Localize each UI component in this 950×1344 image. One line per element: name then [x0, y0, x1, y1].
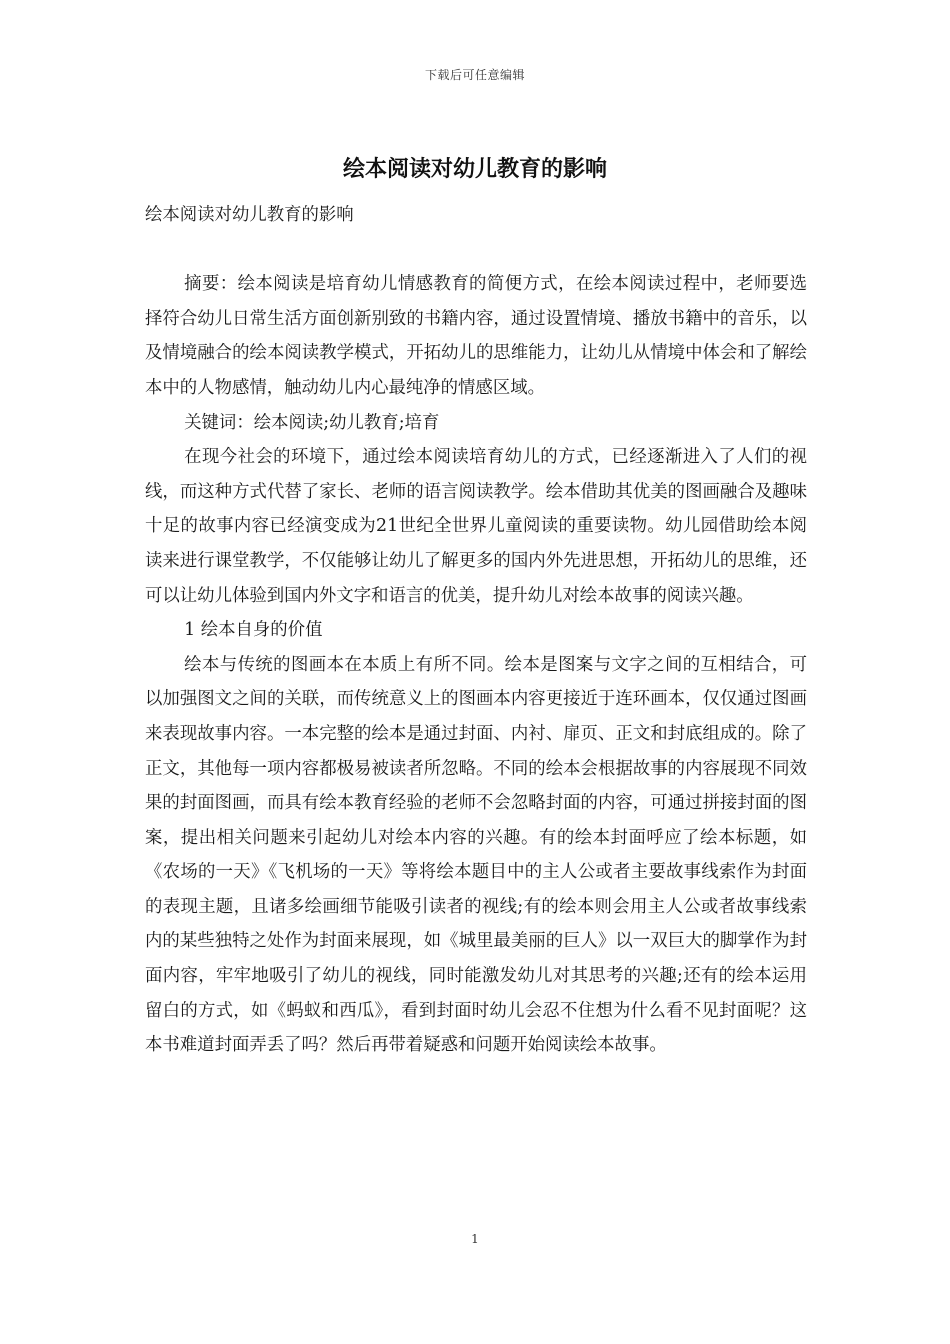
section-paragraph: 绘本与传统的图画本在本质上有所不同。绘本是图案与文字之间的互相结合，可以加强图文之间的关联，而传统意义上的图画本内容更接近于连环画本，仅仅通过图画来表现故事内容。一本完整的绘本是通过封面、内衬、扉页、正文和封底组成的。除了正文，其他每一项内容都极易被读者所忽略。不同的绘本会根据故事的内容展现不同效果的封面图画，而具有绘本教育经验的老师不会忽略封面的内容，可通过拼接封面的图案，提出相关问题来引起幼儿对绘本内容的兴趣。有的绘本封面呼应了绘本标题，如《农场的一天》《飞机场的一天》等将绘本题目中的主人公或者主要故事线索作为封面的表现主题，且诸多绘画细节能吸引读者的视线;有的绘本则会用主人公或者故事线索内的某些独特之处作为封面来展现，如《城里最美丽的巨人》以一双巨大的脚掌作为封面内容，牢牢地吸引了幼儿的视线，同时能激发幼儿对其思考的兴趣;还有的绘本运用留白的方式，如《蚂蚁和西瓜》，看到封面时幼儿会忍不住想为什么看不见封面呢？这本书难道封面弄丢了吗？然后再带着疑惑和问题开始阅读绘本故事。	[145, 654, 807, 1056]
document-body	[145, 198, 807, 1063]
document-subtitle: 绘本阅读对幼儿教育的影响	[145, 205, 354, 225]
intro-paragraph: 在现今社会的环境下，通过绘本阅读培育幼儿的方式，已经逐渐进入了人们的视线，而这种方式代替了家长、老师的语言阅读教学。绘本借助其优美的图画融合及趣味十足的故事内容已经演变成为21世纪全世界儿童阅读的重要读物。幼儿园借助绘本阅读来进行课堂教学，不仅能够让幼儿了解更多的国内外先进思想，开拓幼儿的思维，还可以让幼儿体验到国内外文字和语言的优美，提升幼儿对绘本故事的阅读兴趣。	[145, 447, 807, 606]
page-number: 1	[471, 1232, 479, 1246]
abstract-paragraph: 摘要：绘本阅读是培育幼儿情感教育的简便方式，在绘本阅读过程中，老师要选择符合幼儿日常生活方面创新别致的书籍内容，通过设置情境、播放书籍中的音乐，以及情境融合的绘本阅读教学模式，开拓幼儿的思维能力，让幼儿从情境中体会和了解绘本中的人物感情，触动幼儿内心最纯净的情感区域。	[145, 274, 807, 398]
document-title: 绘本阅读对幼儿教育的影响	[342, 156, 607, 182]
section-heading: 1 绘本自身的价值	[184, 620, 323, 641]
page-header-note: 下载后可任意编辑	[424, 68, 525, 82]
keywords-paragraph: 关键词：绘本阅读;幼儿教育;培育	[184, 412, 440, 433]
